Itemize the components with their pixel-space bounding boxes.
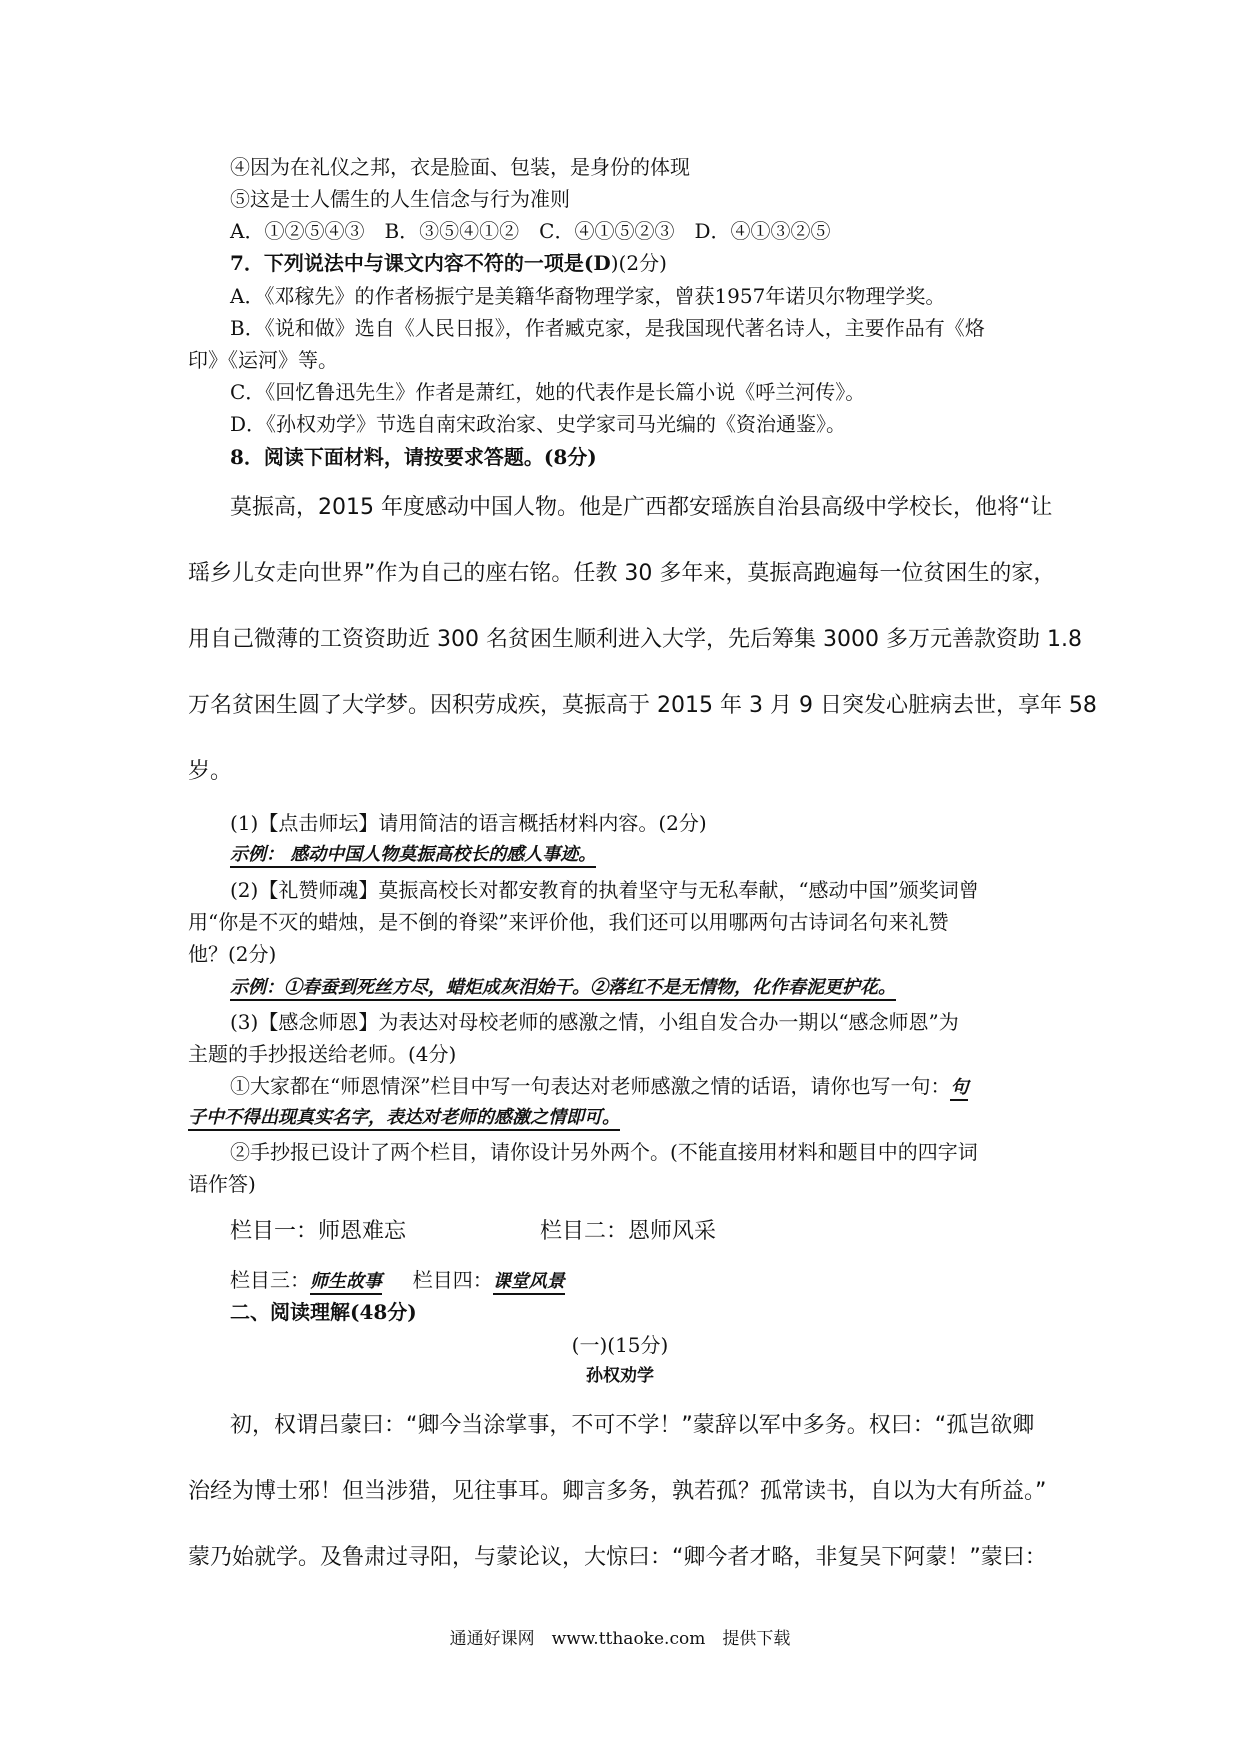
q8-answer-3a: 子中不得出现真实名字，表达对老师的感激之情即可。 [188, 1104, 620, 1132]
column-1: 栏目一：师恩难忘 [230, 1219, 407, 1244]
column-2: 栏目二：恩师风采 [540, 1219, 717, 1244]
q8-material-line: 瑶乡儿女走向世界”作为自己的座右铭。任教 30 多年来，莫振高跑遍每一位贫困生的家， [188, 561, 1056, 586]
q8-sub3-line2: 主题的手抄报送给老师。(4分) [188, 1042, 457, 1066]
passage-line: 初，权谓吕蒙曰：“卿今当涂掌事，不可不学！”蒙辞以军中多务。权曰：“孤岂欲卿 [230, 1413, 1035, 1438]
q7-stem [230, 249, 667, 277]
q7-stem-suffix: )(2分) [610, 251, 667, 275]
column-4-answer: 课堂风景 [493, 1271, 565, 1295]
columns-3-4 [230, 1266, 565, 1296]
q8-sub2-line2: 用“你是不灭的蜡烛，是不倒的脊梁”来评价他，我们还可以用哪两句古诗词名句来礼赞 [188, 910, 949, 934]
q8-sub3b-line1: ②手抄报已设计了两个栏目，请你设计另外两个。(不能直接用材料和题目中的四字词 [230, 1140, 978, 1164]
q8-material-line: 万名贫困生圆了大学梦。因积劳成疾，莫振高于 2015 年 3 月 9 日突发心脏病去世，享年 58 [188, 693, 1097, 718]
q8-sub3-line1: (3)【感念师恩】为表达对母校老师的感激之情，小组自发合办一期以“感念师恩”为 [230, 1010, 959, 1034]
column-3-answer: 师生故事 [310, 1271, 382, 1295]
q7-option-b-line2: 印》《运河》等。 [188, 348, 338, 372]
passage-line: 蒙乃始就学。及鲁肃过寻阳，与蒙论议，大惊曰：“卿今者才略，非复吴下阿蒙！”蒙曰： [188, 1545, 1047, 1570]
q7-answer: D [593, 251, 611, 275]
q8-sub1: (1)【点击师坛】请用简洁的语言概括材料内容。(2分) [230, 811, 707, 835]
q8-sub2-line3: 他？(2分) [188, 942, 277, 966]
q7-option-c: C．《回忆鲁迅先生》作者是萧红，她的代表作是长篇小说《呼兰河传》。 [230, 380, 866, 404]
q6-item-4: ④因为在礼仪之邦，衣是脸面、包装，是身份的体现 [230, 155, 690, 179]
q6-options: A．①②⑤④③ B．③⑤④①② C．④①⑤②③ D．④①③②⑤ [230, 219, 831, 243]
q7-option-b-line1: B．《说和做》选自《人民日报》，作者臧克家，是我国现代著名诗人，主要作品有《烙 [230, 316, 985, 340]
footer-credit: 通通好课网 www.tthaoke.com 提供下载 [449, 1629, 791, 1649]
q8-material-line: 用自己微薄的工资资助近 300 名贫困生顺利进入大学，先后筹集 3000 多万元善款资助 1.8 [188, 627, 1082, 652]
q7-stem-prefix: 7．下列说法中与课文内容不符的一项是( [230, 251, 594, 275]
column-4-label: 栏目四： [412, 1268, 493, 1292]
q6-item-5: ⑤这是士人儒生的人生信念与行为准则 [230, 187, 570, 211]
column-3-label: 栏目三： [230, 1268, 310, 1292]
q8-material-line: 岁。 [188, 759, 233, 784]
q8-sub3a: ①大家都在“师恩情深”栏目中写一句表达对老师感激之情的话语，请你也写一句：句 [230, 1072, 968, 1102]
q8-sub2-line1: (2)【礼赞师魂】莫振高校长对都安教育的执着坚守与无私奉献，“感动中国”颁奖词曾 [230, 878, 979, 902]
q7-option-d: D．《孙权劝学》节选自南宋政治家、史学家司马光编的《资治通鉴》。 [230, 412, 847, 436]
passage-line: 治经为博士邪！但当涉猎，见往事耳。卿言多务，孰若孤？孤常读书，自以为大有所益。” [188, 1479, 1047, 1504]
q8-sub3b-line2: 语作答) [188, 1172, 256, 1196]
q8-answer-3a-start: 句 [950, 1077, 968, 1101]
section-2-title: 二、阅读理解(48分) [230, 1300, 417, 1324]
passage-title: 孙权劝学 [586, 1366, 654, 1386]
part-1-heading: (一)(15分) [571, 1333, 669, 1357]
q8-stem: 8．阅读下面材料，请按要求答题。(8分) [230, 445, 597, 469]
q7-option-a: A．《邓稼先》的作者杨振宁是美籍华裔物理学家，曾获1957年诺贝尔物理学奖。 [230, 284, 946, 308]
q8-answer-1: 示例： 感动中国人物莫振高校长的感人事迹。 [230, 841, 596, 869]
q8-material-line: 莫振高，2015 年度感动中国人物。他是广西都安瑶族自治县高级中学校长，他将“让 [230, 495, 1053, 520]
q8-answer-2: 示例：①春蚕到死丝方尽，蜡炬成灰泪始干。②落红不是无情物，化作春泥更护花。 [230, 974, 896, 1002]
